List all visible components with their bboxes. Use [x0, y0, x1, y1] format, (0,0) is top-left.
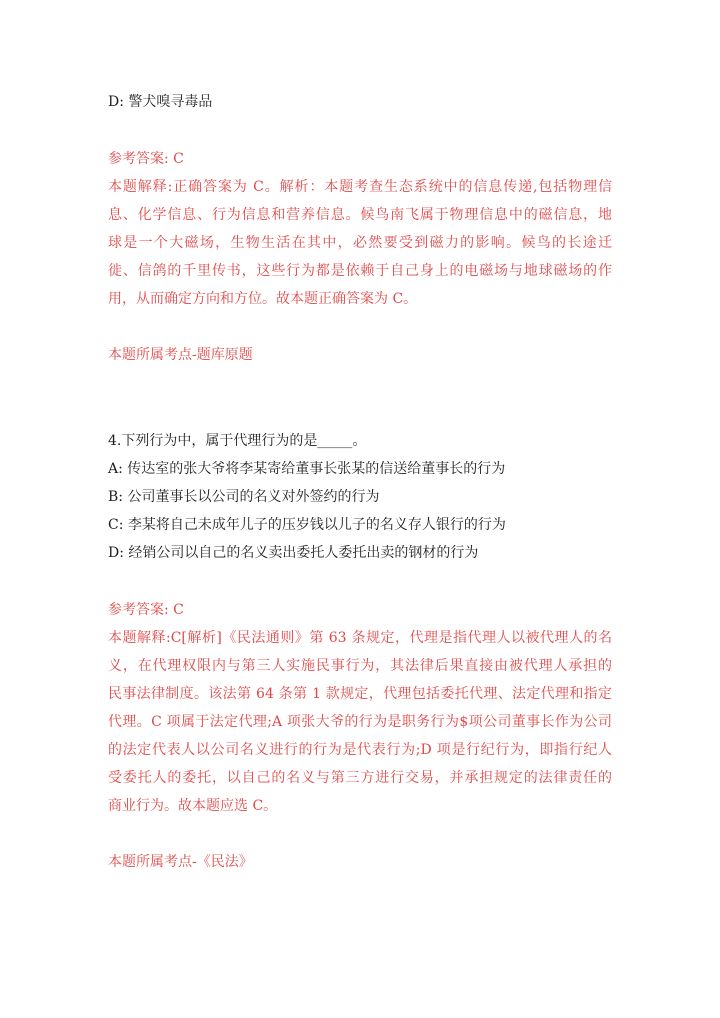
q4-explanation-line: 受委托人的委托，以自己的名义与第三方进行交易，并承担规定的法律责任的: [108, 770, 612, 786]
q3-option-d: D: 警犬嗅寻毒品: [108, 94, 213, 110]
q4-explanation-line: 义，在代理权限内与第三人实施民事行为，其法律后果直接由被代理人承担的: [108, 658, 612, 674]
q4-explanation-line: 本题解释:C[解析]《民法通则》第 63 条规定，代理是指代理人以被代理人的名: [108, 630, 612, 646]
q4-explanation-line: 代理。C 项属于法定代理;A 项张大爷的行为是职务行为$项公司董事长作为公司: [108, 714, 612, 730]
q4-explanation-line: 商业行为。故本题应选 C。: [108, 798, 278, 814]
q3-explanation-line: 息、化学信息、行为信息和营养信息。候鸟南飞属于物理信息中的磁信息，地: [108, 207, 612, 223]
q3-explanation-line: 球是一个大磁场，生物生活在其中，必然要受到磁力的影响。候鸟的长途迁: [108, 235, 612, 251]
q4-category: 本题所属考点-《民法》: [108, 854, 253, 870]
q4-explanation-line: 的法定代表人以公司名义进行的行为是代表行为;D 项是行纪行为，即指行纪人: [108, 742, 612, 758]
q3-explanation-line: 本题解释:正确答案为 C。解析：本题考查生态系统中的信息传递,包括物理信: [108, 179, 612, 195]
q4-option-c: C: 李某将自己未成年儿子的压岁钱以儿子的名义存人银行的行为: [108, 517, 506, 533]
q4-stem: 4.下列行为中，属于代理行为的是_____。: [108, 433, 367, 449]
q4-answer: 参考答案: C: [108, 602, 184, 618]
q3-explanation-line: 用，从而确定方向和方位。故本题正确答案为 C。: [108, 291, 418, 307]
q3-answer: 参考答案: C: [108, 151, 184, 167]
q4-option-a: A: 传达室的张大爷将李某寄给董事长张某的信送给董事长的行为: [108, 461, 506, 477]
q3-explanation-line: 徙、信鸽的千里传书，这些行为都是依赖于自己身上的电磁场与地球磁场的作: [108, 263, 612, 279]
q4-explanation-line: 民事法律制度。该法第 64 条第 1 款规定，代理包括委托代理、法定代理和指定: [108, 686, 612, 702]
q4-option-d: D: 经销公司以自己的名义卖出委托人委托出卖的钢材的行为: [108, 545, 479, 561]
q3-category: 本题所属考点-题库原题: [108, 347, 253, 363]
q4-option-b: B: 公司董事长以公司的名义对外签约的行为: [108, 489, 380, 505]
